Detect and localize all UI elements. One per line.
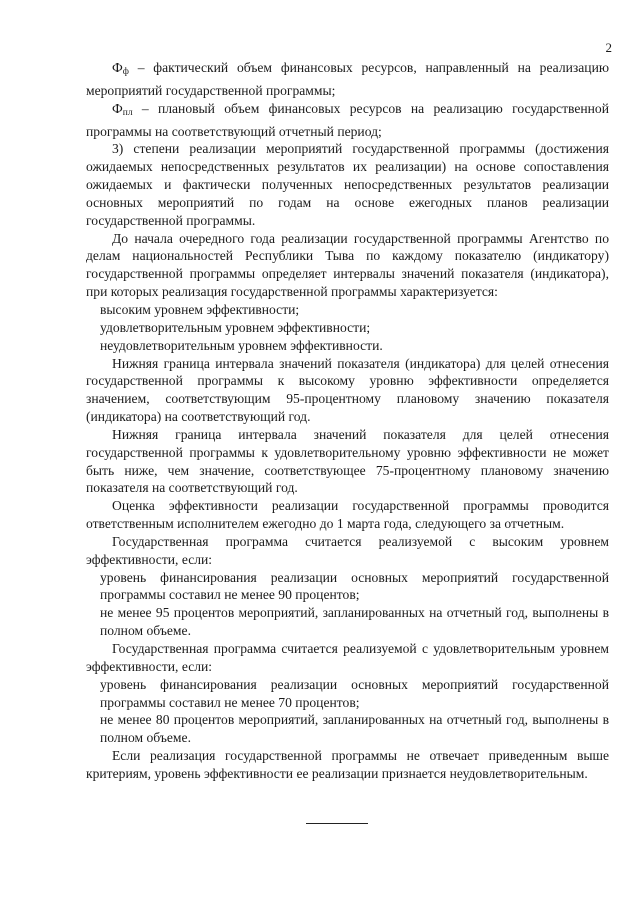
paragraph-unsatisfactory: Если реализация государственной программы не отвечает приведенным выше критериям, уровень эффективности ее реализации признается неудовлетворительным. (86, 748, 609, 781)
page-number: 2 (605, 40, 612, 55)
definition-text: – фактический объем финансовых ресурсов, направленный на реализацию мероприятий государственной программы; (86, 60, 609, 98)
document-body (86, 59, 609, 783)
level-high-item: высоким уровнем эффективности; (100, 301, 300, 317)
symbol-subscript: пл (122, 107, 133, 118)
symbol-subscript: ф (122, 67, 129, 77)
paragraph-satisfactory-if: Государственная программа считается реализуемой с удовлетворительным уровнем эффективности, если: (86, 641, 609, 674)
definition-text: – плановый объем финансовых ресурсов на реализацию государственной программы на соответствующий отчетный период; (86, 100, 609, 139)
high-criterion-activities: не менее 95 процентов мероприятий, запланированных на отчетный год, выполнены в полном объеме. (100, 605, 609, 639)
paragraph-intervals: До начала очередного года реализации государственной программы Агентство по делам национальностей Республики Тыва по каждому показателю (индикатору) государственной программы определяет интервалы значений показателя (индикатора), при которых реализация государственной программы характеризуется: (86, 230, 609, 300)
definition-phi-pl (86, 100, 609, 141)
paragraph-lower-bound-high: Нижняя граница интервала значений показателя (индикатора) для целей отнесения государственной программы к высокому уровню эффективности определяется значением, соответствующим 95-процентному плановому значению показателя (индикатора) на соответствующий год. (86, 355, 609, 425)
paragraph-lower-bound-satisfactory: Нижняя граница интервала значений показателя для целей отнесения государственной программы к удовлетворительному уровню эффективности не может быть ниже, чем значение, соответствующее 75-процентному плановому значению показателя на соответствующий год. (86, 426, 609, 496)
high-criterion-financing: уровень финансирования реализации основных мероприятий государственной программы составил не менее 90 процентов; (100, 569, 609, 603)
symbol-phi: Ф (112, 60, 123, 75)
definition-phi-f (86, 59, 609, 100)
satisfactory-criterion-financing: уровень финансирования реализации основных мероприятий государственной программы составил не менее 70 процентов; (100, 676, 609, 710)
level-satisfactory-item: удовлетворительным уровнем эффективности; (100, 319, 371, 335)
satisfactory-criterion-activities: не менее 80 процентов мероприятий, запланированных на отчетный год, выполнены в полном объеме. (100, 712, 609, 746)
end-of-text-rule (306, 823, 368, 824)
level-unsatisfactory-item: неудовлетворительным уровнем эффективности. (100, 337, 383, 353)
symbol-phi: Ф (112, 100, 123, 116)
paragraph-evaluation: Оценка эффективности реализации государственной программы проводится ответственным исполнителем ежегодно до 1 марта года, следующего за отчетным. (86, 498, 609, 532)
paragraph-item-3: 3) степени реализации мероприятий государственной программы (достижения ожидаемых непосредственных результатов их реализации) на основе сопоставления ожидаемых и фактически полученных непосредственных результатов реализации основных мероприятий по годам на основе ежегодных планов реализации государственной программы. (86, 141, 609, 228)
paragraph-high-if: Государственная программа считается реализуемой с высоким уровнем эффективности, если: (86, 533, 609, 567)
